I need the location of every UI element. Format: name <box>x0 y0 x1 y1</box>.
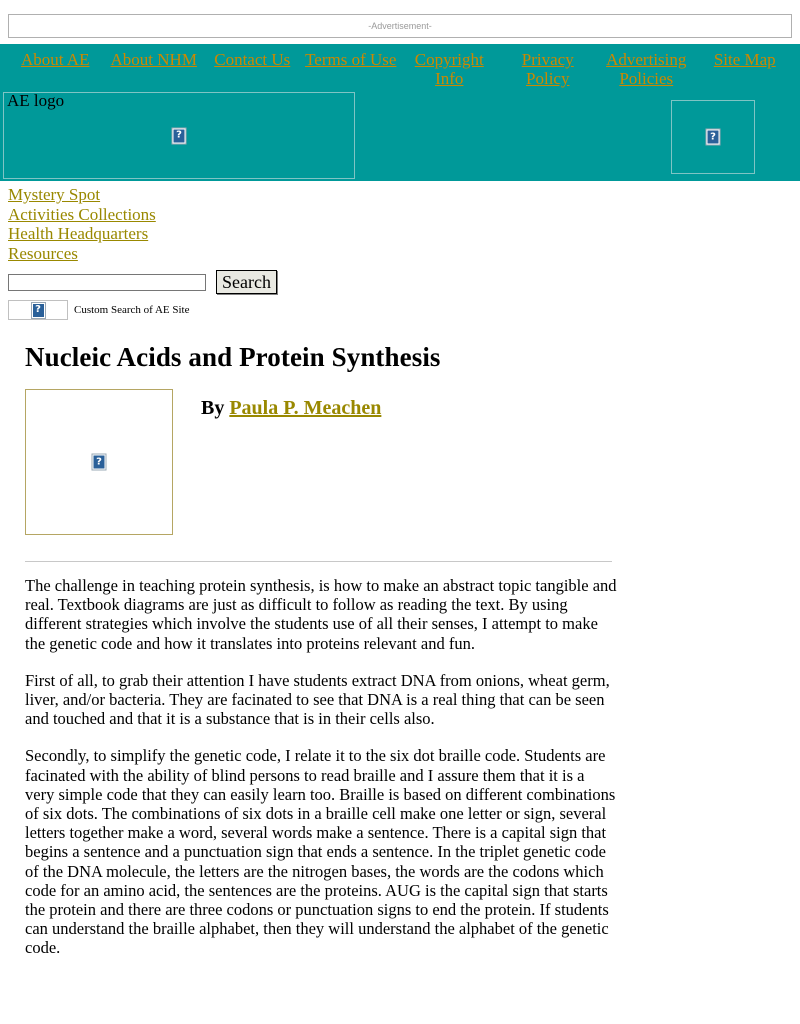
nav-cell <box>203 50 302 69</box>
search-button[interactable]: Search <box>216 270 277 294</box>
topnav-link-contact-us[interactable]: Contact Us <box>214 50 291 69</box>
section-menu <box>0 181 800 263</box>
topnav-link-advertising-policies[interactable]: Advertising Policies <box>606 50 687 88</box>
article-paragraph: First of all, to grab their attention I have students extract DNA from onions, wheat germ, liver, and/or bacteria. They are facinated to see that DNA is a real thing that can be seen and touched and that it is a substance that is in their cells also. <box>25 670 610 729</box>
topnav-link-site-map[interactable]: Site Map <box>713 50 776 69</box>
header-banner-container[interactable] <box>671 100 755 174</box>
advertisement-label: -Advertisement- <box>368 21 432 31</box>
site-logo-alt-text: AE logo <box>7 91 65 110</box>
nav-cell <box>302 50 401 69</box>
nav-cell <box>6 50 105 69</box>
author-link[interactable]: Paula P. Meachen <box>229 397 382 419</box>
topnav-link-terms-of-use[interactable]: Terms of Use <box>305 50 397 69</box>
custom-search-logo[interactable] <box>8 300 68 320</box>
search-input[interactable] <box>8 274 206 291</box>
page-title: Nucleic Acids and Protein Synthesis <box>25 342 441 372</box>
article-paragraph: The challenge in teaching protein synthesis, is how to make an abstract topic tangible and real. Textbook diagrams are just as difficult to follow as reading the text. By using different strategies which involve the students use of all their senses, I attempt to make the genetic code and how it translates into proteins relevant and fun. <box>25 576 617 653</box>
article-body <box>25 576 617 958</box>
search-form <box>0 263 800 294</box>
custom-search-row <box>0 294 800 320</box>
topnav-link-privacy-policy[interactable]: Privacy Policy <box>521 50 574 88</box>
byline <box>201 389 381 419</box>
topnav-link-copyright-info[interactable]: Copyright Info <box>414 50 484 88</box>
nav-cell <box>597 50 696 88</box>
nav-cell <box>696 50 795 69</box>
header-logo-row <box>0 92 800 181</box>
topnav-link-about-nhm[interactable]: About NHM <box>110 50 197 69</box>
site-header-band <box>0 44 800 181</box>
site-logo-container[interactable] <box>3 92 355 179</box>
menu-link-resources[interactable]: Resources <box>8 243 78 263</box>
menu-link-health-headquarters[interactable]: Health Headquarters <box>8 224 149 243</box>
custom-search-label: Custom Search of AE Site <box>74 304 190 316</box>
broken-image-icon: ? <box>93 455 106 470</box>
article-figure[interactable] <box>25 389 173 535</box>
nav-cell <box>400 50 499 88</box>
broken-image-icon: ? <box>707 130 720 145</box>
article-paragraph: Secondly, to simplify the genetic code, I relate it to the six dot braille code. Students are facinated with the ability of blind persons to read braille and I assure them that it is a very simple code that they can easily learn too. Braille is based on different combinations of six dots. The combinations of six dots in a braille cell make one letter or sign, several letters together make a word, several words make a sentence. There is a capital sign that begins a sentence and a punctuation sign that ends a sentence. In the triplet genetic code of the DNA molecule, the letters are the nitrogen bases, the words are the codons which code for an amino acid, the sentences are the proteins. AUG is the capital sign that starts the protein and there are three codons or punctuation signs to end the protein. If students can understand the braille alphabet, then they will understand the alphabet of the genetic code. <box>25 746 616 958</box>
nav-cell <box>499 50 598 88</box>
nav-cell <box>105 50 204 69</box>
topnav-link-about-ae[interactable]: About AE <box>21 50 90 69</box>
article-region <box>0 342 800 958</box>
article-divider <box>25 561 612 562</box>
menu-link-activities-collections[interactable]: Activities Collections <box>8 204 156 224</box>
byline-prefix: By <box>201 397 225 419</box>
broken-image-icon: ? <box>32 303 45 318</box>
menu-link-mystery-spot[interactable]: Mystery Spot <box>8 185 101 204</box>
advertisement-banner[interactable] <box>8 14 792 38</box>
broken-image-icon: ? <box>173 128 186 143</box>
top-navigation <box>0 44 800 88</box>
byline-block <box>25 389 800 535</box>
advertisement-region <box>0 0 800 44</box>
